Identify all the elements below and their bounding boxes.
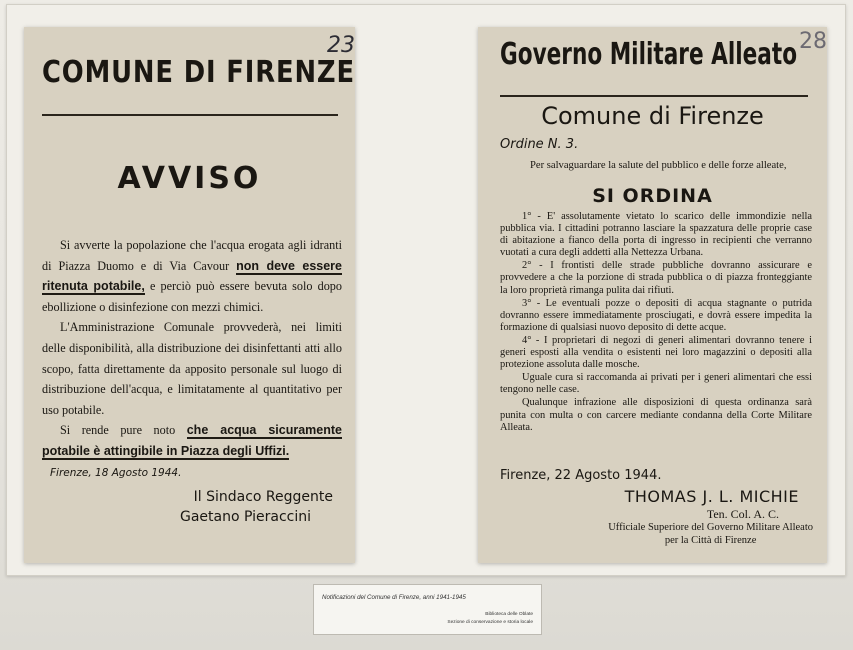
poster-number: 23	[327, 33, 355, 58]
signature-role: Il Sindaco Reggente	[193, 489, 333, 505]
paragraph-3	[42, 420, 342, 461]
para1-underlined: non deve essere ritenuta potabile,	[42, 258, 342, 294]
poster-title: AVVISO	[117, 161, 262, 196]
clause-6: Qualunque infrazione alle disposizioni di questa ordinanza sarà punita con multa o con carcere mediante condanna della Corte Militare Alleata.	[500, 397, 812, 433]
clause-1: 1° - E' assolutamente vietato lo scarico delle immondizie nella pubblica via. I cittadini potranno lasciare la spazzatura delle proprie case di abitazione a fianco della porta di ingresso in recipienti che verranno vuotati a cura degli addetti alla Nettezza Urbana.	[500, 211, 812, 259]
ordine-poster	[478, 27, 827, 563]
exhibit-plaque	[313, 584, 542, 635]
signature-name: THOMAS J. L. MICHIE	[624, 487, 799, 506]
signature-office	[608, 521, 813, 547]
office-line-2: per la Città di Firenze	[664, 535, 757, 546]
clause-5: Uguale cura si raccomanda ai privati per i generi alimentari che essi tengono nelle case.	[500, 372, 812, 396]
paragraph-1	[42, 235, 342, 317]
poster-date: Firenze, 18 Agosto 1944.	[50, 467, 182, 479]
clause-4: 4° - I proprietari di negozi di generi alimentari dovranno tenere i generi esposti alla vendita o esistenti nei loro magazzini o depositi alla protezione assoluta dalle mosche.	[500, 334, 812, 371]
order-heading: SI ORDINA	[592, 185, 713, 207]
poster-number: 28	[799, 29, 827, 54]
clause-3: 3° - Le eventuali pozze o depositi di acqua stagnante o putrida dovranno essere immediatamente prosciugati, e dovrà essere impedita la formazione di qualsiasi nuovo deposito di dette acque.	[500, 297, 812, 333]
intro-text: Per salvaguardare la salute del pubblico e delle forze alleate,	[530, 160, 787, 171]
paragraph-2: L'Amministrazione Comunale provvederà, nei limiti delle disponibilità, alla distribuzione dei disinfettanti atti allo scopo, fatta direttamente da apposito personale sul luogo di distribuzione dell'acqua, e limitatamente al quantitativo per uso potabile.	[42, 320, 342, 417]
avviso-poster	[24, 27, 355, 563]
para1-text-a: Si avverte la popolazione che l'acqua erogata agli idranti di Piazza Duomo e di Via Cavour	[42, 238, 342, 273]
poster-header: Governo Militare Alleato	[500, 37, 798, 72]
poster-subheader: Comune di Firenze	[541, 102, 764, 130]
poster-body	[42, 235, 342, 462]
plaque-line-2: Sezione di conservazione e storia locale	[447, 620, 533, 625]
para1-text-b: e perciò può essere bevuta solo dopo ebollizione o disinfezione con mezzi chimici.	[42, 279, 342, 314]
signature-name: Gaetano Pieraccini	[179, 509, 311, 525]
header-rule	[500, 95, 808, 97]
order-clauses	[500, 211, 812, 435]
poster-date: Firenze, 22 Agosto 1944.	[500, 468, 662, 483]
clause-2: 2° - I frontisti delle strade pubbliche dovranno assicurare e provvedere a che la porzione di strada pubblica o di piazza fronteggiante la loro proprietà rimanga pulita dai rifiuti.	[500, 260, 812, 296]
header-rule	[42, 114, 338, 116]
order-number: Ordine N. 3.	[500, 137, 579, 152]
signature-rank: Ten. Col. A. C.	[706, 507, 779, 521]
plaque-line-1: Biblioteca delle Oblate	[485, 612, 533, 617]
para3-text-a: Si rende pure noto	[60, 423, 187, 438]
plaque-title: Notificazioni del Comune di Firenze, anni 1941-1945	[322, 594, 466, 601]
office-line-1: Ufficiale Superiore del Governo Militare Alleato	[608, 522, 813, 533]
para3-underlined: che acqua sicuramente potabile è attingibile in Piazza degli Uffizi.	[42, 423, 342, 458]
poster-header: COMUNE DI FIRENZE	[42, 55, 355, 90]
